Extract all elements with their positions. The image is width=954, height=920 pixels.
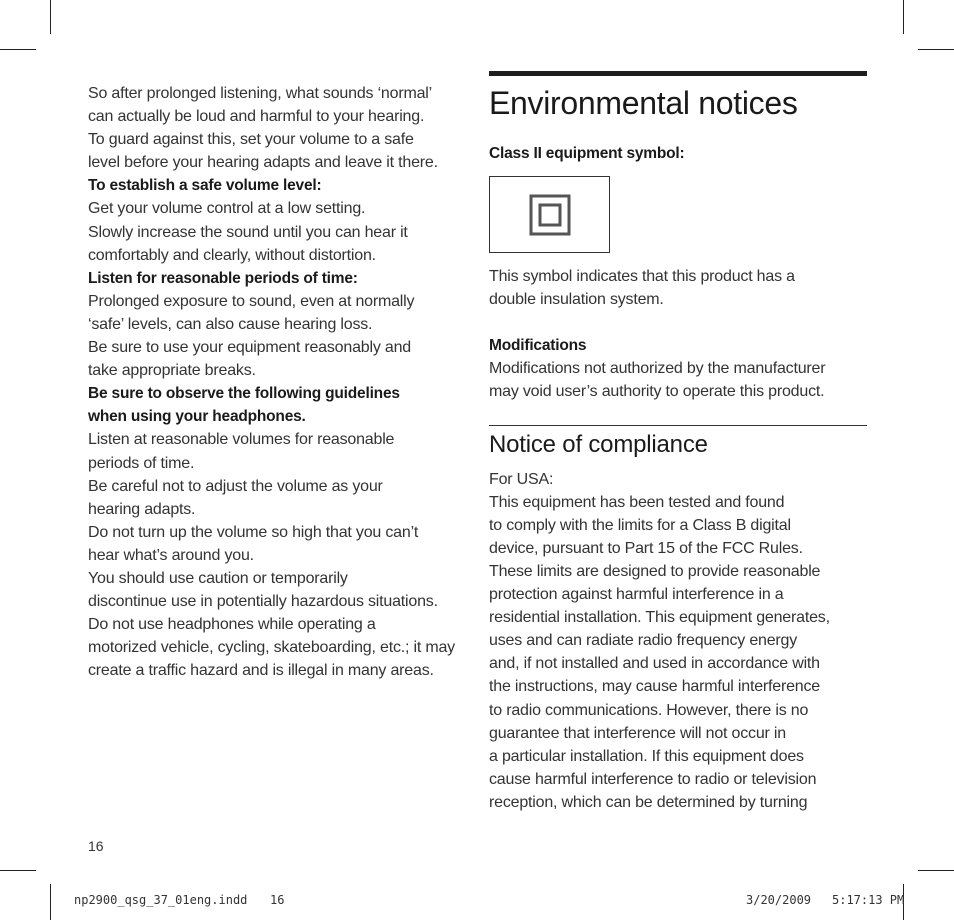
guideline-heading: when using your headphones. — [88, 408, 306, 426]
body-text-line: level before your hearing adapts and leave it there. — [88, 154, 438, 172]
body-text-line: To guard against this, set your volume to a safe — [88, 131, 414, 149]
body-text-line: Slowly increase the sound until you can hear it — [88, 223, 408, 241]
page-number: 16 — [88, 838, 104, 854]
double-square-class-ii-icon — [528, 193, 572, 237]
guideline-heading: Listen for reasonable periods of time: — [88, 269, 358, 287]
body-text-line: comfortably and clearly, without distortion. — [88, 246, 376, 264]
class-ii-symbol-box — [489, 176, 610, 253]
notices-column — [489, 71, 867, 814]
crop-mark — [0, 49, 36, 50]
environmental-heading: Environmental notices — [489, 85, 798, 121]
compliance-text-line: residential installation. This equipment generates, — [489, 609, 830, 627]
body-text-line: can actually be loud and harmful to your hearing. — [88, 108, 425, 126]
body-text-line: Get your volume control at a low setting. — [88, 200, 366, 218]
crop-mark — [50, 884, 51, 920]
hearing-safety-column — [88, 82, 468, 682]
crop-mark — [0, 870, 36, 871]
section-divider — [489, 425, 867, 426]
footer-date: 3/20/2009 — [746, 893, 812, 907]
compliance-heading: Notice of compliance — [489, 430, 708, 458]
compliance-text-line: For USA: — [489, 470, 554, 488]
compliance-text-line: uses and can radiate radio frequency energy — [489, 632, 798, 650]
compliance-text-line: a particular installation. If this equipment does — [489, 747, 804, 765]
crop-mark — [50, 0, 51, 34]
compliance-text-line: These limits are designed to provide reasonable — [489, 562, 821, 580]
compliance-text-line: the instructions, may cause harmful interference — [489, 678, 821, 696]
crop-mark — [918, 870, 954, 871]
compliance-text-line: cause harmful interference to radio or television — [489, 770, 817, 788]
crop-mark — [903, 0, 904, 34]
crop-mark — [918, 49, 954, 50]
compliance-text-line: guarantee that interference will not occur in — [489, 724, 786, 742]
modifications-text-line: Modifications not authorized by the manufacturer — [489, 360, 826, 378]
compliance-text-line: and, if not installed and used in accordance with — [489, 655, 820, 673]
body-text-line: Be careful not to adjust the volume as your — [88, 477, 383, 495]
compliance-text-line: reception, which can be determined by turning — [489, 793, 808, 811]
body-text-line: So after prolonged listening, what sounds ‘normal’ — [88, 85, 432, 102]
guideline-heading: Be sure to observe the following guidelines — [88, 385, 400, 403]
body-text-line: motorized vehicle, cycling, skateboarding, etc.; it may — [88, 639, 455, 657]
body-text-line: discontinue use in potentially hazardous situations. — [88, 593, 438, 611]
body-text-line: Be sure to use your equipment reasonably and — [88, 339, 411, 357]
body-text-line: ‘safe’ levels, can also cause hearing loss. — [88, 315, 373, 333]
body-text-line: Do not use headphones while operating a — [88, 616, 376, 634]
body-text-line: hearing adapts. — [88, 500, 196, 518]
body-text-line: Prolonged exposure to sound, even at normally — [88, 292, 415, 310]
compliance-body — [489, 468, 867, 814]
modifications-label: Modifications — [489, 337, 587, 355]
footer-filename: np2900_qsg_37_01eng.indd — [74, 893, 248, 907]
class-ii-label: Class II equipment symbol: — [489, 145, 685, 162]
symbol-description-line: This symbol indicates that this product has a — [489, 268, 795, 286]
modifications-text-line: may void user’s authority to operate this product. — [489, 383, 825, 401]
body-text-line: periods of time. — [88, 454, 195, 472]
compliance-text-line: protection against harmful interference in a — [489, 586, 784, 604]
compliance-text-line: to comply with the limits for a Class B digital — [489, 516, 791, 534]
compliance-text-line: This equipment has been tested and found — [489, 493, 785, 511]
body-text-line: Do not turn up the volume so high that you can’t — [88, 523, 419, 541]
compliance-text-line: device, pursuant to Part 15 of the FCC Rules. — [489, 539, 803, 557]
footer-file-page: 16 — [270, 893, 285, 907]
footer-time: 5:17:13 PM — [832, 893, 905, 907]
body-text-line: create a traffic hazard and is illegal in many areas. — [88, 662, 434, 680]
body-text-line: Listen at reasonable volumes for reasonable — [88, 431, 395, 449]
body-text-line: take appropriate breaks. — [88, 362, 256, 380]
section-rule — [489, 71, 867, 76]
symbol-description-line: double insulation system. — [489, 291, 664, 309]
body-text-line: You should use caution or temporarily — [88, 569, 348, 587]
body-text-line: hear what’s around you. — [88, 546, 254, 564]
compliance-text-line: to radio communications. However, there is no — [489, 701, 809, 719]
guideline-heading: To establish a safe volume level: — [88, 177, 322, 195]
